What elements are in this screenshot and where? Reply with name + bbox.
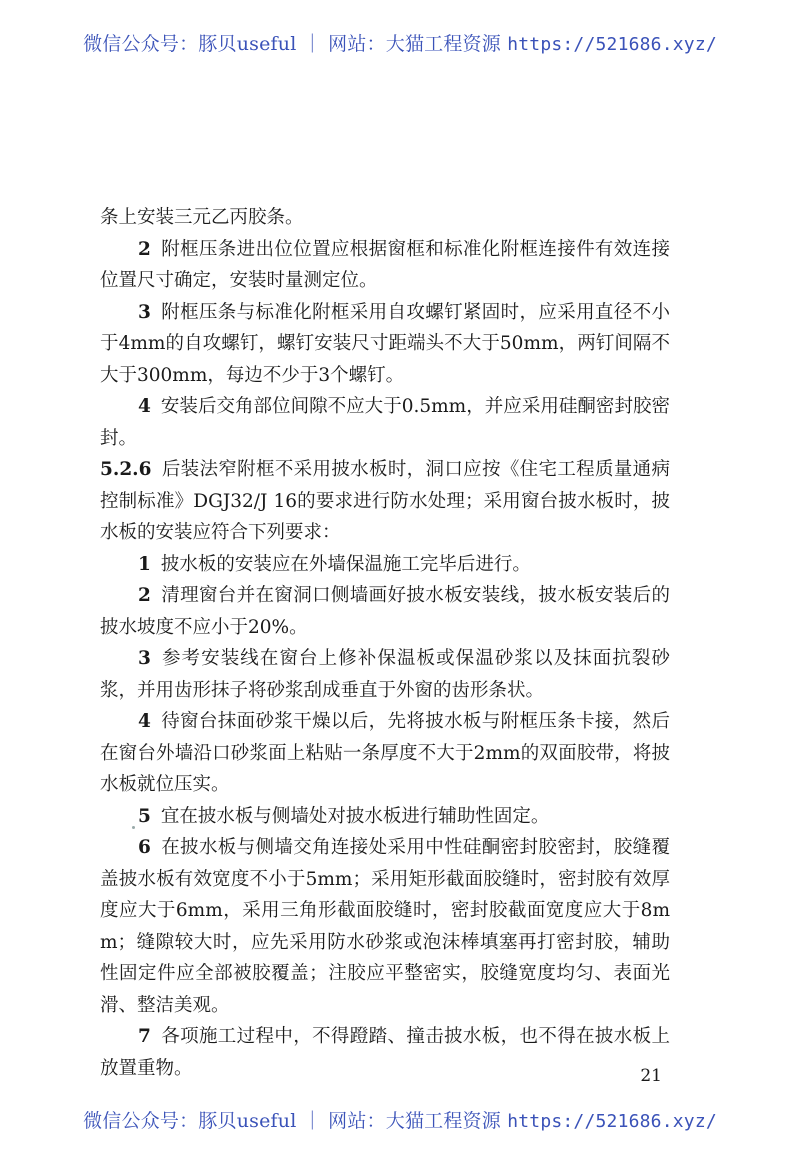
clause-number: 4: [138, 396, 151, 417]
watermark-text: 微信公众号：豚贝useful ｜ 网站：大猫工程资源: [83, 33, 508, 55]
document-body: [100, 202, 670, 1084]
watermark-text: 微信公众号：豚贝useful ｜ 网站：大猫工程资源: [83, 1110, 508, 1132]
scan-artifact: [132, 826, 135, 829]
section-clause: [100, 454, 670, 549]
clause-item: [100, 580, 670, 643]
section-text: 后装法窄附框不采用披水板时，洞口应按《住宅工程质量通病控制标准》DGJ32/J 16的要求进行防水处理；采用窗台披水板时，披水板的安装应符合下列要求：: [100, 459, 670, 543]
watermark-url[interactable]: https://521686.xyz/: [507, 34, 717, 55]
clause-number: 3: [138, 648, 151, 669]
paragraph-continued: [100, 202, 670, 234]
clause-text: 清理窗台并在窗洞口侧墙画好披水板安装线，披水板安装后的披水坡度不应小于20%。: [100, 585, 670, 638]
watermark-header: [0, 29, 800, 56]
clause-text: 附框压条进出位位置应根据窗框和标准化附框连接件有效连接位置尺寸确定，安装时量测定位。: [100, 238, 670, 291]
page-number: 21: [640, 1066, 662, 1086]
clause-number: 6: [138, 837, 151, 858]
clause-number: 4: [138, 711, 151, 732]
clause-number: 5: [138, 805, 151, 827]
clause-text: 在披水板与侧墙交角连接处采用中性硅酮密封胶密封，胶缝覆盖披水板有效宽度不小于5mm；采用矩形截面胶缝时，密封胶有效厚度应大于6mm，采用三角形截面胶缝时，密封胶截面宽度应大于8mm；缝隙较大时，应先采用防水砂浆或泡沫棒填塞再打密封胶，辅助性固定件应全部被胶覆盖；注胶应平整密实，胶缝宽度均匀、表面光滑、整洁美观。: [100, 837, 670, 1016]
clause-item: [100, 706, 670, 801]
section-number: 5.2.6: [100, 459, 152, 480]
clause-text: 披水板的安装应在外墙保温施工完毕后进行。: [160, 553, 531, 575]
clause-item: [100, 832, 670, 1021]
watermark-footer: [0, 1106, 800, 1133]
clause-number: 2: [138, 585, 151, 606]
clause-item: [100, 1021, 670, 1084]
clause-item: [100, 643, 670, 706]
clause-text: 附框压条与标准化附框采用自攻螺钉紧固时，应采用直径不小于4mm的自攻螺钉，螺钉安装尺寸距端头不大于50mm，两钉间隔不大于300mm，每边不少于3个螺钉。: [100, 301, 670, 386]
clause-number: 3: [138, 301, 151, 323]
clause-item: [100, 801, 670, 833]
clause-text: 待窗台抹面砂浆干燥以后，先将披水板与附框压条卡接，然后在窗台外墙沿口砂浆面上粘贴一条厚度不大于2mm的双面胶带，将披水板就位压实。: [100, 711, 670, 795]
clause-number: 2: [138, 238, 151, 260]
clause-number: 1: [138, 553, 151, 575]
clause-item: [100, 549, 670, 581]
clause-item: [100, 297, 670, 392]
clause-text: 安装后交角部位间隙不应大于0.5mm，并应采用硅酮密封胶密封。: [100, 396, 670, 449]
clause-number: 7: [138, 1026, 151, 1047]
watermark-url[interactable]: https://521686.xyz/: [507, 1111, 717, 1132]
clause-item: [100, 234, 670, 297]
clause-text: 宜在披水板与侧墙处对披水板进行辅助性固定。: [160, 805, 550, 827]
clause-text: 参考安装线在窗台上修补保温板或保温砂浆以及抹面抗裂砂浆，并用齿形抹子将砂浆刮成垂直于外窗的齿形条状。: [100, 648, 670, 701]
clause-item: [100, 391, 670, 454]
clause-text: 各项施工过程中，不得蹬踏、撞击披水板，也不得在披水板上放置重物。: [100, 1026, 670, 1079]
paragraph-text: 条上安装三元乙丙胶条。: [100, 207, 304, 228]
